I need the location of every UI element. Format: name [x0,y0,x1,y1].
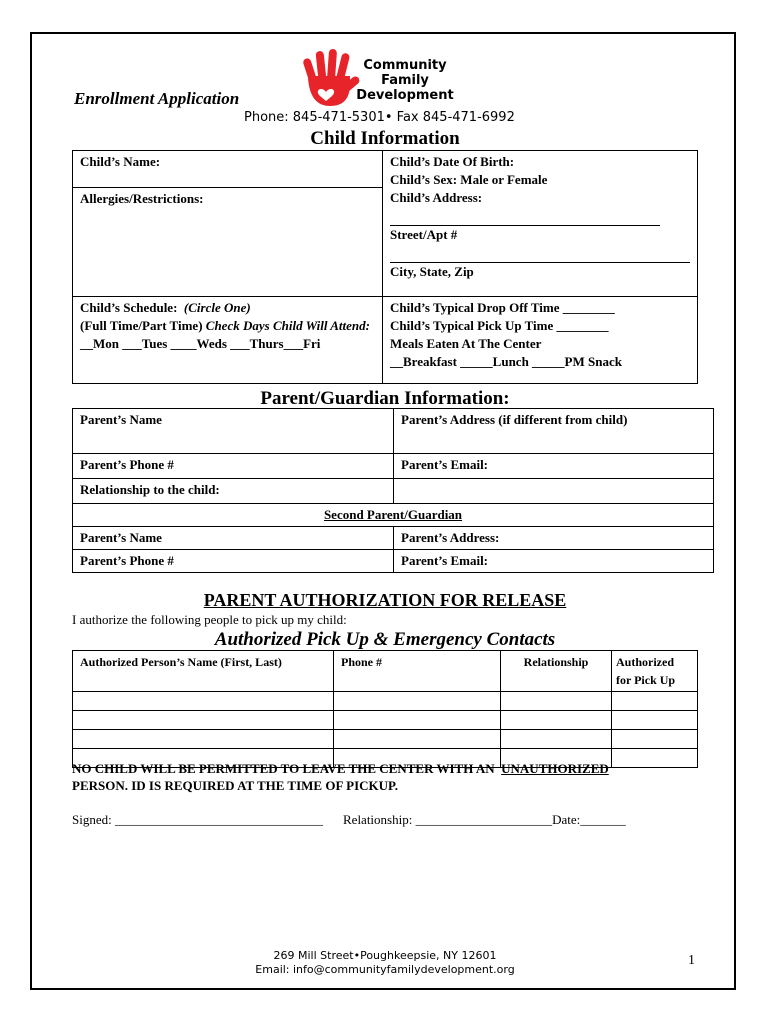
logo-line-2: Family [381,73,429,88]
parent-phone-label: Parent’s Phone # [80,457,174,472]
page-number: 1 [688,953,695,968]
second-parent-heading-cell [73,504,714,527]
city-line[interactable] [390,244,690,263]
warning-part-1: NO CHILD WILL BE PERMITTED TO LEAVE THE CENTER WITH AN [72,761,495,776]
logo-text [356,58,454,103]
signed-field[interactable]: Signed: ________________________________ [72,812,323,827]
circle-one-note: (Circle One) [183,300,251,315]
second-parent-phone-label: Parent’s Phone # [80,553,174,568]
street-line[interactable] [390,207,660,226]
second-parent-heading: Second Parent/Guardian [323,507,463,522]
parent-email-cell[interactable] [394,454,714,479]
child-dob-label: Child’s Date Of Birth: [390,154,515,169]
schedule-label: Child’s Schedule: [80,300,178,315]
contact-relationship-cell[interactable] [501,711,612,730]
contact-relationship-cell[interactable] [501,692,612,711]
warning-part-2: PERSON. ID IS REQUIRED AT THE TIME OF PICKUP. [72,778,399,793]
col-header-name: Authorized Person’s Name (First, Last) [73,651,334,692]
red-hand-heart-icon [300,48,360,108]
pickup-warning [72,760,692,794]
allergies-cell[interactable] [73,188,383,297]
col-header-relationship: Relationship [501,651,612,692]
contact-name-cell[interactable] [73,711,334,730]
street-label: Street/Apt # [390,227,458,242]
contacts-heading: Authorized Pick Up & Emergency Contacts [214,629,556,650]
relationship-date-field[interactable]: Relationship: _____________________Date:_______ [343,812,626,827]
contact-name-cell[interactable] [73,692,334,711]
relationship-empty-cell [394,479,714,504]
table-row [73,711,698,730]
table-row [73,692,698,711]
city-label: City, State, Zip [390,264,474,279]
parent-address-label: Parent’s Address (if different from child) [401,412,628,427]
meals-label: Meals Eaten At The Center [390,336,542,351]
check-days-note: Check Days Child Will Attend: [205,318,370,333]
child-sex-label: Child’s Sex: Male or Female [390,172,548,187]
authorization-intro: I authorize the following people to pick up my child: [72,612,347,627]
col-header-authorized: Authorized for Pick Up [612,651,698,692]
warning-underlined: UNAUTHORIZED [501,761,609,776]
contact-phone-cell[interactable] [334,711,501,730]
contact-phone-cell[interactable] [334,730,501,749]
meal-options: __Breakfast _____Lunch _____PM Snack [390,354,622,369]
second-parent-email-label: Parent’s Email: [401,553,489,568]
authorization-heading: PARENT AUTHORIZATION FOR RELEASE [203,590,567,610]
second-parent-name-label: Parent’s Name [80,530,162,545]
second-parent-address-label: Parent’s Address: [401,530,500,545]
footer-email: Email: info@communityfamilydevelopment.org [255,963,515,976]
contact-info: Phone: 845-471-5301• Fax 845-471-6992 [244,110,515,125]
contact-phone-cell[interactable] [334,692,501,711]
contact-authorized-cell[interactable] [612,730,698,749]
child-info-table [72,150,698,384]
col-header-phone: Phone # [334,651,501,692]
footer-address: 269 Mill Street•Poughkeepsie, NY 12601 [273,949,497,962]
second-parent-phone-cell[interactable] [73,550,394,573]
child-name-label: Child’s Name: [80,154,161,169]
contact-authorized-cell[interactable] [612,692,698,711]
form-title: Enrollment Application [74,89,240,108]
child-address-label: Child’s Address: [390,190,483,205]
child-details-cell[interactable] [383,151,698,297]
contact-name-cell[interactable] [73,730,334,749]
second-parent-email-cell[interactable] [394,550,714,573]
days-options: __Mon ___Tues ____Weds ___Thurs___Fri [80,336,321,351]
table-row [73,730,698,749]
relationship-label: Relationship to the child: [80,482,220,497]
logo-line-1: Community [363,58,447,73]
logo-line-3: Development [356,88,454,103]
parent-info-heading: Parent/Guardian Information: [260,388,510,409]
allergies-label: Allergies/Restrictions: [80,191,204,206]
parent-name-cell[interactable] [73,409,394,454]
times-cell[interactable] [383,297,698,384]
contact-authorized-cell[interactable] [612,711,698,730]
second-parent-address-cell[interactable] [394,527,714,550]
schedule-cell[interactable] [73,297,383,384]
parent-info-table [72,408,714,573]
dropoff-time: Child’s Typical Drop Off Time ________ [390,300,615,315]
parent-phone-cell[interactable] [73,454,394,479]
parent-email-label: Parent’s Email: [401,457,489,472]
fulltime-options: (Full Time/Part Time) [80,318,203,333]
contact-relationship-cell[interactable] [501,730,612,749]
relationship-cell[interactable] [73,479,394,504]
second-parent-name-cell[interactable] [73,527,394,550]
parent-address-cell[interactable] [394,409,714,454]
parent-name-label: Parent’s Name [80,412,162,427]
contacts-table [72,650,698,768]
child-name-cell[interactable] [73,151,383,188]
pickup-time: Child’s Typical Pick Up Time ________ [390,318,609,333]
child-info-heading: Child Information [310,128,460,149]
